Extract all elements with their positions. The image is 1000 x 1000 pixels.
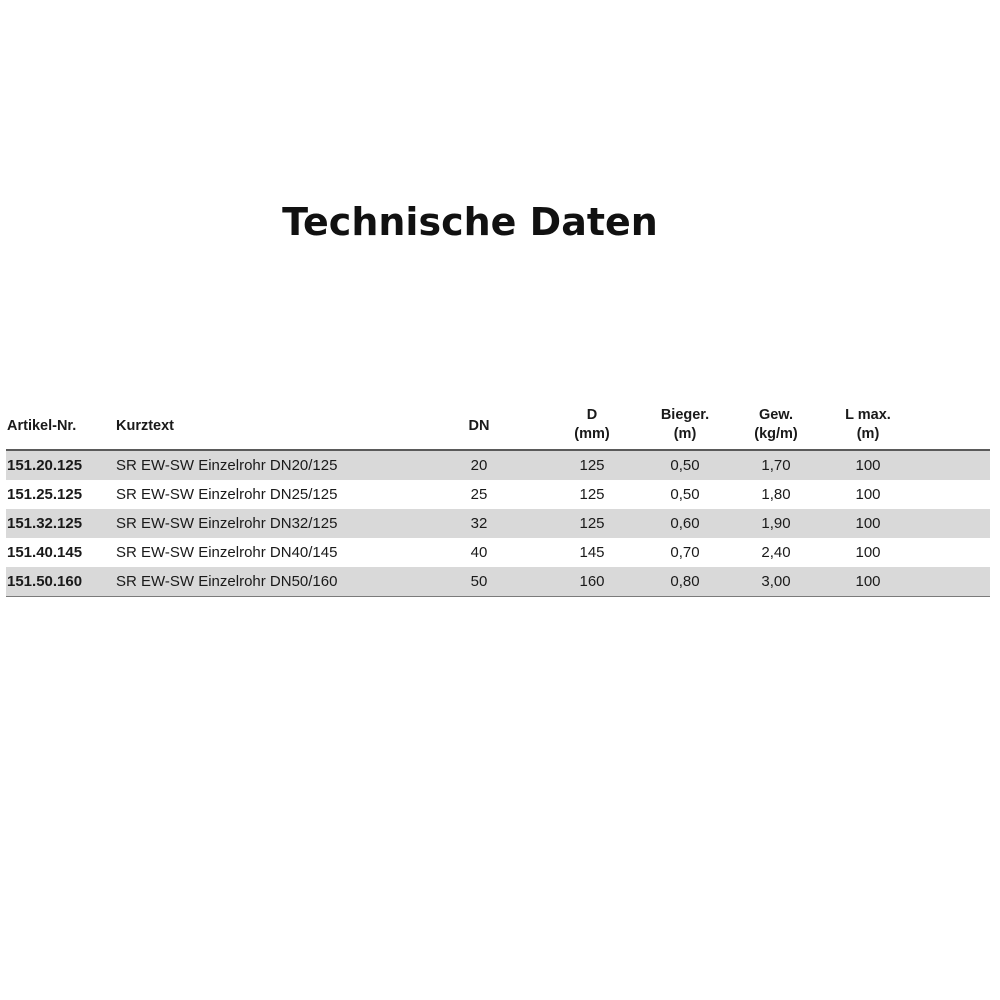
header-d-unit: (mm) — [574, 425, 610, 442]
cell-gew: 1,80 — [761, 486, 791, 503]
table-row — [6, 480, 990, 509]
header-lmax-unit: (m) — [856, 425, 880, 442]
header-bieger-unit: (m) — [673, 425, 697, 442]
header-gew — [744, 403, 808, 449]
cell-d: 160 — [579, 573, 605, 590]
cell-gew: 3,00 — [761, 573, 791, 590]
cell-lmax: 100 — [855, 544, 881, 561]
header-kurztext: Kurztext — [116, 417, 175, 434]
cell-dn: 40 — [470, 544, 488, 561]
cell-dn: 32 — [470, 515, 488, 532]
cell-gew: 1,70 — [761, 457, 791, 474]
cell-bieger: 0,60 — [670, 515, 700, 532]
header-d — [562, 403, 622, 449]
cell-kurztext: SR EW-SW Einzelrohr DN40/145 — [116, 544, 338, 561]
cell-artikel-nr: 151.32.125 — [7, 515, 83, 532]
cell-bieger: 0,50 — [670, 457, 700, 474]
header-dn: DN — [468, 417, 490, 434]
header-lmax — [838, 403, 898, 449]
cell-kurztext: SR EW-SW Einzelrohr DN20/125 — [116, 457, 338, 474]
cell-lmax: 100 — [855, 573, 881, 590]
header-gew-label: Gew. — [758, 406, 794, 423]
technical-data-table — [6, 403, 990, 597]
cell-bieger: 0,70 — [670, 544, 700, 561]
cell-artikel-nr: 151.50.160 — [7, 573, 83, 590]
cell-d: 125 — [579, 457, 605, 474]
table-row — [6, 538, 990, 567]
cell-kurztext: SR EW-SW Einzelrohr DN32/125 — [116, 515, 338, 532]
table-row — [6, 451, 990, 480]
table-row — [6, 509, 990, 538]
cell-kurztext: SR EW-SW Einzelrohr DN25/125 — [116, 486, 338, 503]
cell-artikel-nr: 151.20.125 — [7, 457, 83, 474]
table-row — [6, 567, 990, 597]
cell-gew: 2,40 — [761, 544, 791, 561]
table-header-row — [6, 403, 990, 451]
cell-lmax: 100 — [855, 486, 881, 503]
cell-bieger: 0,80 — [670, 573, 700, 590]
header-bieger-label: Bieger. — [660, 406, 710, 423]
cell-dn: 50 — [470, 573, 488, 590]
header-artikel-nr: Artikel-Nr. — [7, 417, 77, 434]
cell-lmax: 100 — [855, 515, 881, 532]
cell-artikel-nr: 151.25.125 — [7, 486, 83, 503]
header-d-label: D — [586, 406, 598, 423]
cell-d: 125 — [579, 515, 605, 532]
page-title: Technische Daten — [282, 200, 658, 244]
cell-dn: 25 — [470, 486, 488, 503]
cell-artikel-nr: 151.40.145 — [7, 544, 83, 561]
header-lmax-label: L max. — [845, 406, 891, 423]
header-bieger — [652, 403, 718, 449]
header-gew-unit: (kg/m) — [754, 425, 798, 442]
cell-kurztext: SR EW-SW Einzelrohr DN50/160 — [116, 573, 338, 590]
cell-gew: 1,90 — [761, 515, 791, 532]
cell-lmax: 100 — [855, 457, 881, 474]
cell-bieger: 0,50 — [670, 486, 700, 503]
cell-d: 145 — [579, 544, 605, 561]
cell-d: 125 — [579, 486, 605, 503]
cell-dn: 20 — [470, 457, 488, 474]
